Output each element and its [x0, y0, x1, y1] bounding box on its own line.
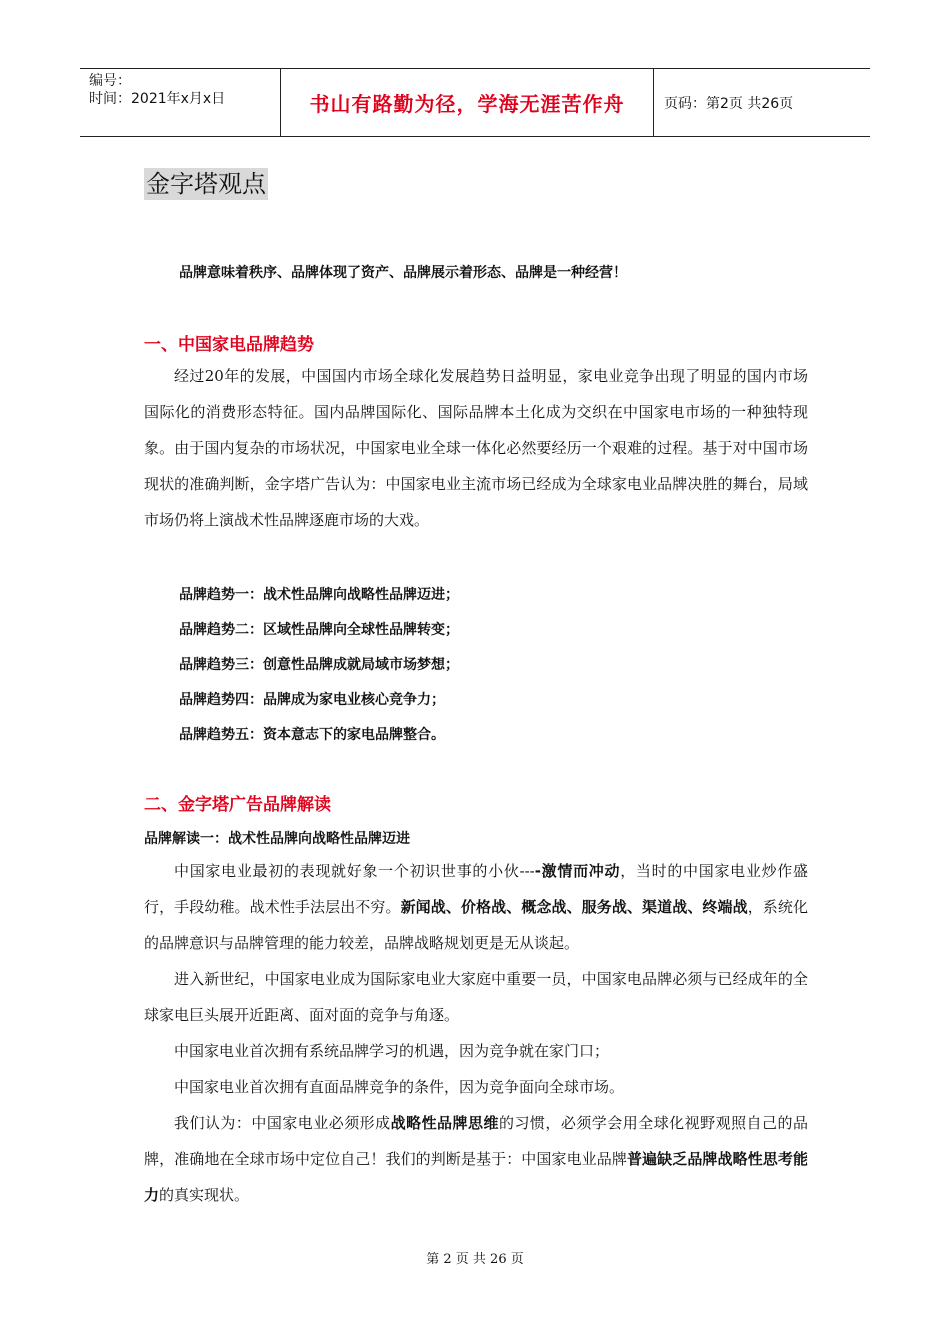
header-page-info: 页码：第2页 共26页: [664, 95, 794, 112]
document-title: 金字塔观点: [146, 170, 266, 198]
page-header: [80, 68, 870, 137]
trend-item: 品牌趋势五：资本意志下的家电品牌整合。: [179, 727, 445, 743]
header-meta: [80, 69, 281, 136]
section-1-paragraph: [144, 358, 808, 538]
section-1-heading: 一、中国家电品牌趋势: [144, 335, 314, 355]
paragraph-5: 我们认为：中国家电业必须形成战略性品牌思维的习惯，必须学会用全球化视野观照自己的品牌，准确地在全球市场中定位自己！我们的判断是基于：中国家电业品牌普遍缺乏品牌战略性思考能力的真实现状。: [144, 1114, 808, 1204]
header-motto: 书山有路勤为径，学海无涯苦作舟: [281, 69, 654, 136]
date-label: 时间：2021年x月x日: [89, 91, 226, 107]
trend-item: 品牌趋势四：品牌成为家电业核心竞争力；: [179, 692, 445, 708]
brand-trends-list: [179, 578, 459, 753]
section-1-text: 经过20年的发展，中国国内市场全球化发展趋势日益明显，家电业竞争出现了明显的国内市场国际化的消费形态特征。国内品牌国际化、国际品牌本土化成为交织在中国家电市场的一种独特现象。由于国内复杂的市场状况，中国家电业全球一体化必然要经历一个艰难的过程。基于对中国市场现状的准确判断，金字塔广告认为：中国家电业主流市场已经成为全球家电业品牌决胜的舞台，局域市场仍将上演战术性品牌逐鹿市场的大戏。: [144, 367, 808, 529]
page-footer: 第 2 页 共 26 页: [426, 1252, 524, 1267]
paragraph-2: 进入新世纪，中国家电业成为国际家电业大家庭中重要一员，中国家电品牌必须与已经成年的全球家电巨头展开近距离、面对面的竞争与角逐。: [144, 970, 808, 1024]
trend-item: 品牌趋势一：战术性品牌向战略性品牌迈进；: [179, 587, 459, 603]
serial-label: 编号：: [89, 73, 131, 89]
section-2-heading: 二、金字塔广告品牌解读: [144, 795, 331, 815]
paragraph-1: 中国家电业最初的表现就好象一个初识世事的小伙----激情而冲动，当时的中国家电业炒作盛行，手段幼稚。战术性手法层出不穷。新闻战、价格战、概念战、服务战、渠道战、终端战，系统化的品牌意识与品牌管理的能力较差，品牌战略规划更是无从谈起。: [144, 862, 808, 952]
trend-item: 品牌趋势三：创意性品牌成就局域市场梦想；: [179, 657, 459, 673]
trend-item: 品牌趋势二：区域性品牌向全球性品牌转变；: [179, 622, 459, 638]
section-2-subheading: 品牌解读一：战术性品牌向战略性品牌迈进: [144, 831, 410, 847]
paragraph-3: 中国家电业首次拥有系统品牌学习的机遇，因为竞争就在家门口；: [174, 1042, 610, 1060]
paragraph-4: 中国家电业首次拥有直面品牌竞争的条件，因为竞争面向全球市场。: [174, 1078, 625, 1096]
section-2-body: [144, 853, 808, 1213]
brand-slogan: 品牌意味着秩序、品牌体现了资产、品牌展示着形态、品牌是一种经营！: [179, 265, 627, 281]
